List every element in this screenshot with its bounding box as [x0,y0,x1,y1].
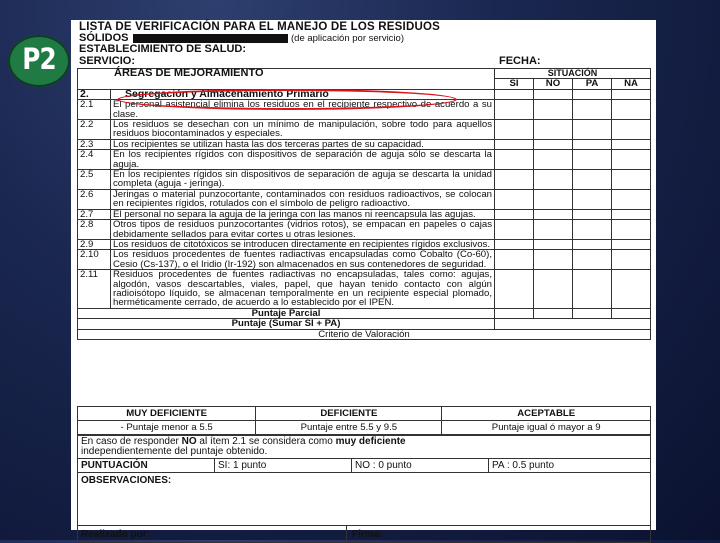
puntaje-total-row [78,319,651,329]
pa-cell[interactable] [573,220,612,240]
firma-label: Firma: [352,529,383,540]
pa-total-cell[interactable] [573,308,612,318]
table-row [78,189,651,209]
item-number: 2.8 [78,220,111,240]
na-cell[interactable] [612,209,651,219]
rating-header-row [78,407,651,421]
pa-cell[interactable] [573,120,612,140]
si-cell[interactable] [495,139,534,149]
item-text: Jeringas o material punzocortante, contaminados con residuos radioactivos, se colocan en recipientes rígidos, rotulados con el símbolo de peligro radioactivo. [111,189,495,209]
item-number: 2.6 [78,189,111,209]
no-cell[interactable] [534,270,573,309]
na-cell[interactable] [612,189,651,209]
item-text: Los residuos se desechan con un mínimo de manipulación, sobre todo para aquellos residuos biocontaminados y especiales. [111,120,495,140]
criterio-row [78,329,651,339]
rating-table [77,406,651,435]
puntuacion-table [77,458,651,473]
na-header: NA [612,79,651,89]
no-cell[interactable] [534,250,573,270]
pa-cell[interactable] [573,139,612,149]
puntuacion-row [78,459,651,473]
puntaje-total-cell[interactable] [495,319,651,329]
na-cell[interactable] [612,250,651,270]
solidos-label: SÓLIDOS [79,32,129,44]
rating-value-muy-deficiente: - Puntaje menor a 5.5 [78,421,256,435]
rating-value-row [78,421,651,435]
item-number: 2.2 [78,120,111,140]
pa-cell[interactable] [573,100,612,120]
bottom-section [77,435,651,543]
table-row [78,120,651,140]
servicio-label: SERVICIO: [79,55,136,67]
puntuacion-si: SI: 1 punto [215,459,352,473]
item-text: El personal asistencial elimina los residuos en el recipiente respectivo de acuerdo a su clase. [111,100,495,120]
no-cell[interactable] [534,150,573,170]
na-cell[interactable] [612,120,651,140]
si-cell[interactable] [495,209,534,219]
pa-cell[interactable] [573,209,612,219]
si-cell[interactable] [495,189,534,209]
na-cell[interactable] [612,220,651,240]
si-header: SI [495,79,534,89]
note-text: En caso de responder NO al ítem 2.1 se considera como muy deficiente independientemente del puntaje obtenido. [77,435,651,458]
criterio-label: Criterio de Valoración [78,329,651,339]
si-total-cell[interactable] [495,308,534,318]
situacion-header: SITUACIÓN [495,69,651,79]
item-text: Los residuos de citotóxicos se introducen directamente en recipientes rígidos exclusivos. [111,239,495,249]
pa-cell[interactable] [573,189,612,209]
item-text: En los recipientes rígidos sin dispositivos de separación de aguja se descarta la unidad completa (aguja - jeringa). [111,170,495,190]
si-cell[interactable] [495,150,534,170]
solidos-note: (de aplicación por servicio) [291,33,404,44]
redacted-bar [133,34,288,43]
si-cell[interactable] [495,220,534,240]
item-number: 2.4 [78,150,111,170]
item-number: 2.11 [78,270,111,309]
no-cell[interactable] [534,170,573,190]
table-row [78,209,651,219]
item-text: Residuos procedentes de fuentes radiactivas no encapsuladas, tales como: agujas, algodón, vasos descartables, viales, papel, que hayan tenido contacto con algún radioisótopo líquido, se almacenan temporalmente en un recipiente especial plomado, herméticamente cerrado, de acuerdo a lo establecido por el IPEN. [111,270,495,309]
puntaje-total-label: Puntaje (Sumar SI + PA) [78,319,495,329]
checklist-document [71,20,656,540]
rating-value-deficiente: Puntaje entre 5.5 y 9.5 [256,421,442,435]
na-cell[interactable] [612,270,651,309]
na-cell[interactable] [612,100,651,120]
no-header: NO [534,79,573,89]
document-title: LISTA DE VERIFICACIÓN PARA EL MANEJO DE LOS RESIDUOS [79,21,440,33]
table-row [78,170,651,190]
no-cell[interactable] [534,189,573,209]
puntuacion-no: NO : 0 punto [352,459,489,473]
table-row [78,139,651,149]
no-cell[interactable] [534,100,573,120]
no-cell[interactable] [534,220,573,240]
table-row [78,250,651,270]
pa-header: PA [573,79,612,89]
pa-cell[interactable] [573,239,612,249]
na-cell[interactable] [612,139,651,149]
puntuacion-pa: PA : 0.5 punto [489,459,651,473]
slide-badge-label: P2 [22,42,56,76]
item-number: 2.7 [78,209,111,219]
no-cell[interactable] [534,139,573,149]
section-title: Segregación y Almacenamiento Primario [111,89,495,99]
pa-cell[interactable] [573,150,612,170]
puntaje-parcial-row [78,308,651,318]
areas-header: ÁREAS DE MEJORAMIENTO [78,69,495,90]
item-text: Otros tipos de residuos punzocortantes (vidrios rotos), se empacan en papeles o cajas debidamente sellados para evitar cortes u otras lesiones. [111,220,495,240]
item-text: Los residuos procedentes de fuentes radiactivas encapsuladas como Cobalto (Co-60), Cesio (Cs-137), o el Iridio (Ir-192) son almacenados en sus contenedores de seguridad. [111,250,495,270]
si-cell[interactable] [495,120,534,140]
no-cell[interactable] [534,209,573,219]
pa-cell[interactable] [573,170,612,190]
pa-cell[interactable] [573,250,612,270]
rating-value-aceptable: Puntaje igual ó mayor a 9 [442,421,651,435]
section-number: 2. [78,89,111,99]
observaciones-field[interactable] [77,473,651,526]
establecimiento-label: ESTABLECIMIENTO DE SALUD: [79,43,247,55]
na-cell[interactable] [612,170,651,190]
item-text: Los recipientes se utilizan hasta las dos terceras partes de su capacidad. [111,139,495,149]
item-number: 2.5 [78,170,111,190]
table-row [78,239,651,249]
item-text: En los recipientes rígidos con dispositivos de separación de aguja sólo se descarta la aguja. [111,150,495,170]
na-cell[interactable] [612,150,651,170]
si-cell[interactable] [495,270,534,309]
si-cell[interactable] [495,239,534,249]
fecha-label: FECHA: [499,55,541,67]
table-row [78,270,651,309]
signature-row [77,526,651,543]
item-number: 2.1 [78,100,111,120]
realizado-label: Realizado por: [81,529,150,540]
observaciones-label: OBSERVACIONES: [81,475,172,486]
si-cell[interactable] [495,100,534,120]
table-header-row [78,69,651,79]
rating-header-deficiente: DEFICIENTE [256,407,442,421]
no-cell[interactable] [534,120,573,140]
no-cell[interactable] [534,239,573,249]
table-row [78,220,651,240]
slide-badge [8,35,70,87]
item-number: 2.10 [78,250,111,270]
red-highlight-oval [117,89,457,110]
pa-cell[interactable] [573,270,612,309]
si-cell[interactable] [495,250,534,270]
item-number: 2.3 [78,139,111,149]
puntuacion-label: PUNTUACIÓN [78,459,215,473]
rating-header-aceptable: ACEPTABLE [442,407,651,421]
item-number: 2.9 [78,239,111,249]
item-text: El personal no separa la aguja de la jeringa con las manos ni reencapsula las agujas. [111,209,495,219]
si-cell[interactable] [495,170,534,190]
na-cell[interactable] [612,239,651,249]
table-row [78,150,651,170]
puntaje-parcial-label: Puntaje Parcial [78,308,495,318]
rating-header-muy-deficiente: MUY DEFICIENTE [78,407,256,421]
